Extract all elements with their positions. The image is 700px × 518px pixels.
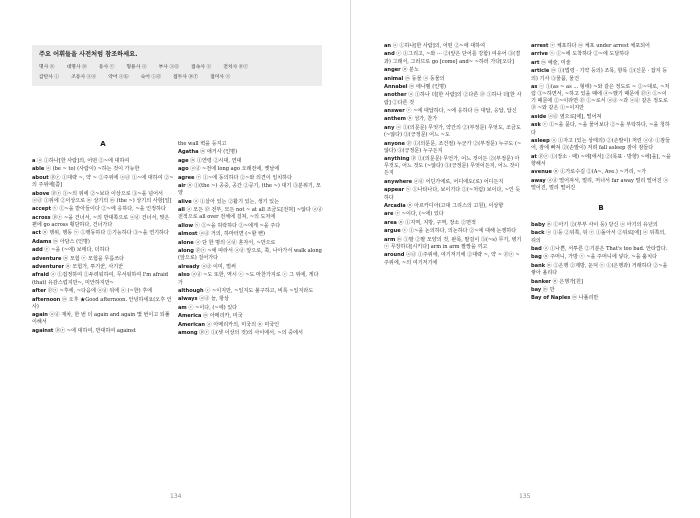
headword: Annabel bbox=[384, 83, 408, 90]
dictionary-entry bbox=[384, 211, 524, 218]
dictionary-entry bbox=[531, 279, 671, 286]
definition: ⓥ ①~에 동의하다 ②~와 의견이 일치하다 bbox=[196, 174, 293, 181]
dictionary-entry bbox=[531, 43, 671, 50]
dictionary-entry bbox=[531, 60, 671, 67]
headword: any bbox=[384, 124, 395, 131]
headword: appear bbox=[384, 187, 405, 194]
dictionary-entry bbox=[32, 256, 174, 263]
dictionary-entry bbox=[178, 322, 323, 329]
dictionary-entry bbox=[32, 328, 174, 335]
dictionary-entry bbox=[384, 108, 524, 115]
definition: ⓟⓡ ~에 따라서 ⓐⓓ 앞으로, 쭉, 나아가서 walk along (앞으로) 걸어가다 bbox=[178, 248, 322, 262]
dictionary-entry bbox=[178, 313, 323, 320]
headword: anywhere bbox=[384, 178, 413, 185]
dictionary-entry bbox=[531, 246, 671, 253]
dictionary-entry bbox=[178, 248, 323, 262]
headword: anthem bbox=[384, 116, 406, 123]
legend-item: 접속사 ⓒ bbox=[191, 65, 212, 70]
definition: ⓝ ①연령 ②시대, 연대 bbox=[190, 157, 242, 164]
dictionary-entry bbox=[384, 141, 524, 155]
headword: against bbox=[32, 327, 54, 334]
dictionary-entry bbox=[384, 84, 524, 91]
definition: ⓝ 애나벨 (인명) bbox=[409, 83, 447, 90]
dictionary-entry bbox=[384, 76, 524, 83]
definition: the wall 벽을 등지고 bbox=[178, 141, 227, 147]
legend-item: 명사 ⓝ bbox=[39, 65, 55, 70]
headword: along bbox=[178, 248, 194, 255]
section-letter: B bbox=[598, 203, 604, 212]
definition: ⓐ (be ~ to) (사람이) ~하는 것이 가능한 bbox=[45, 166, 140, 173]
legend-item: 약어 ⓐⓑ bbox=[108, 75, 129, 80]
headword: allow bbox=[178, 222, 194, 229]
dictionary-column-3 bbox=[384, 43, 524, 268]
headword: afternoon bbox=[32, 296, 61, 303]
definition: ⓥ ①~을 논의하다, 의논하다 ②~에 대해 논쟁하다 bbox=[402, 228, 517, 235]
legend-box bbox=[32, 45, 322, 86]
definition: ⓝ 성가, 찬가 bbox=[407, 116, 438, 123]
headword: Agatha bbox=[178, 149, 199, 156]
dictionary-entry bbox=[384, 156, 524, 177]
definition: ⓝ 오후 ★Good afternoon. 안녕하세요(오후 인사) bbox=[32, 296, 172, 310]
dictionary-entry bbox=[178, 223, 323, 230]
definition: ⓟⓡ ①대략 ~, 약 ~ ②주위에 ⓐⓓ ①~에 대하여 ②~의 주위에[쯤] bbox=[32, 174, 174, 189]
page-number-right: 135 bbox=[519, 493, 531, 500]
headword: arm bbox=[384, 236, 396, 243]
legend-item: 접두사 ⓟⓕ bbox=[173, 75, 199, 80]
headword: America bbox=[178, 313, 202, 320]
definition: ⓝ 예술, 미술 bbox=[541, 59, 571, 66]
definition: ⓥ ①~을 허락하다 ②~에게 ~을 주다 bbox=[194, 222, 281, 229]
headword: aside bbox=[531, 113, 547, 120]
headword: adventurer bbox=[32, 264, 65, 270]
dictionary-entry bbox=[384, 51, 524, 65]
definition: ⓒ ~이지만, ~일지도 불구하고, 비록 ~일지라도 bbox=[205, 287, 314, 294]
headword: animal bbox=[384, 75, 404, 82]
headword: ask bbox=[531, 122, 541, 129]
definition: ⓝ 주머니, 가방 ⓥ ~을 주머니에 넣다, ~을 훔치다 bbox=[543, 254, 658, 261]
dictionary-entry bbox=[32, 166, 174, 173]
definition: ⓝ ①(법령 · 기약 등의) 조목, 항목 ②(신문 · 잡지 등의) 기사 ③물품, 물건 bbox=[531, 68, 668, 82]
headword: area bbox=[384, 219, 397, 226]
dictionary-entry bbox=[32, 264, 174, 271]
headword: answer bbox=[384, 108, 405, 115]
dictionary-entry bbox=[32, 247, 174, 254]
dictionary-entry bbox=[384, 116, 524, 123]
definition: ⓒ ①그리고, ~와 ··· ②(앞은 단어를 강함) 여유어 ③(결과) 그래서, 그러므로 go [come] and~ ~하러 가다[오다] bbox=[384, 51, 521, 65]
definition: ⓐ 아메리카의, 미국의 ⓝ 미국인 bbox=[206, 321, 280, 328]
dictionary-entry bbox=[32, 312, 174, 326]
headword: already bbox=[178, 263, 200, 270]
definition: ⓟⓡ ~에 대하여, 반대하여 against bbox=[55, 327, 136, 334]
legend-title: 주요 어휘들을 사전처럼 참조하세요. bbox=[39, 51, 138, 58]
headword: am bbox=[178, 304, 187, 311]
definition: ⓝ ①아기 ②(부부 사이 등) 당신 ⓐ 아기의 유년의 bbox=[546, 221, 658, 228]
definition: ⓟⓡ ①~의 위에 ②~보다 이상으로 ③~을 넘어서 ⓐⓓ ①위에 ②이상으로 ⓝ 상기의 ⓝ (the ~) 상기의 사항[일] bbox=[32, 190, 172, 204]
headword: although bbox=[178, 287, 204, 294]
definition: ⓐⓓ 옆으로[에], 떨어져 bbox=[547, 113, 602, 120]
definition: ⓝ ①(the ~) 공중, 공간 ②공기, (the ~) 대기 ③분위기, 모양 bbox=[178, 183, 321, 197]
definition: ⓝ 은행가[원] bbox=[552, 278, 583, 285]
headword: after bbox=[32, 288, 47, 295]
headword: bag bbox=[531, 254, 542, 261]
dictionary-entry bbox=[531, 154, 671, 168]
dictionary-entry bbox=[384, 187, 524, 201]
dictionary-entry bbox=[178, 264, 323, 271]
definition: ⓟⓡ ①(셋 이상의 것)의 사이에서, ~의 중에서 bbox=[199, 330, 303, 337]
dictionary-entry bbox=[178, 183, 323, 197]
legend-item: 동사 ⓥ bbox=[98, 65, 115, 70]
headword: about bbox=[32, 174, 49, 181]
dictionary-entry bbox=[178, 288, 323, 295]
headword: baby bbox=[531, 221, 546, 228]
dictionary-entry bbox=[178, 240, 323, 247]
definition: ⓝ ①지역, 지방, 구역, 장소 ②면적 bbox=[398, 219, 476, 226]
headword: at bbox=[531, 153, 537, 160]
headword: arrest bbox=[531, 43, 549, 49]
dictionary-column-4 bbox=[531, 43, 671, 304]
dictionary-entry bbox=[531, 51, 671, 58]
dictionary-entry bbox=[531, 230, 671, 244]
headword: afraid bbox=[32, 272, 49, 279]
dictionary-entry bbox=[531, 263, 671, 277]
headword: around bbox=[384, 252, 405, 259]
headword: alone bbox=[178, 239, 194, 246]
definition: ⓐⓓ 어딘가에로, 어디에도(로) 어디든지 bbox=[413, 178, 504, 185]
dictionary-entry bbox=[384, 67, 524, 74]
right-page bbox=[350, 0, 700, 518]
headword: arrive bbox=[531, 51, 548, 58]
headword: all bbox=[178, 207, 185, 214]
definition: ⓐ ①살아 있는 ②활기 있는, 생기 있는 bbox=[193, 198, 280, 205]
definition: ⓥ ~에 대답하다, ~에 응하다 ⓝ 대답, 응답, 답신 bbox=[406, 108, 517, 115]
headword: anger bbox=[384, 67, 401, 74]
dictionary-entry bbox=[384, 179, 524, 186]
dictionary-column-2 bbox=[178, 141, 323, 339]
headword: bank bbox=[531, 262, 546, 269]
headword: anyone bbox=[384, 140, 405, 147]
definition: ⓟ ①(의문문, 조건절) 누군가 ②(부정문) 누구도 (~않다) ③(긍정문) 누구든지 bbox=[384, 140, 522, 154]
dictionary-entry bbox=[32, 191, 174, 205]
dictionary-entry bbox=[531, 254, 671, 261]
definition: ⓥ ①~을 받아들이다 ②~에 응하다, ~을 인정하다 bbox=[52, 206, 166, 213]
definition: ⓐⓓ ~전에 long ago 오래전에, 옛날에 bbox=[190, 166, 280, 173]
headword: banker bbox=[531, 278, 551, 285]
dictionary-entry bbox=[32, 175, 174, 189]
dictionary-entry bbox=[384, 203, 524, 210]
definition: ⓐⓓ 떨어져서, 멀리, 저너서 far away 멀리 떨어진 ⓐ 떨어진, 멀리 떨어진 bbox=[531, 177, 669, 191]
definition: ⓝ 모험가, 투기꾼, 사기꾼 bbox=[65, 264, 124, 270]
definition: ⓐ 단 한 명의 ⓐⓓ 혼자서, ~만으로 bbox=[195, 239, 276, 246]
headword: also bbox=[178, 272, 190, 279]
headword: as bbox=[531, 83, 538, 90]
headword: act bbox=[32, 230, 41, 237]
headword: away bbox=[531, 177, 546, 184]
definition: ⓐ ①(의문문) 무엇가, 약간의 ②(부정문) 무엇도, 조금도 (~않다) ③(긍정문) 어느 ~도 bbox=[384, 124, 521, 139]
headword: add bbox=[32, 247, 43, 254]
headword: always bbox=[178, 296, 198, 303]
legend-item: 형용사 ⓐ bbox=[126, 65, 147, 70]
definition: ⓐⓓ ①주위에, 여기저기에 ②대략 ~, 약 ~ ⓟⓡ ~주위에, ~의 여기저기에 bbox=[384, 252, 520, 266]
definition: ⓐⓓ 거의, 하마터면 (~할 뻔) bbox=[199, 231, 265, 238]
legend-item: 조동사 ⓐⓤ bbox=[71, 75, 97, 80]
dictionary-entry bbox=[178, 305, 323, 312]
headword: anything bbox=[384, 156, 410, 163]
dictionary-entry bbox=[178, 272, 323, 286]
headword: bay bbox=[531, 286, 542, 293]
headword: and bbox=[384, 51, 395, 58]
dictionary-entry bbox=[32, 230, 174, 237]
dictionary-entry bbox=[32, 297, 174, 311]
definition: ⓝ 아르카디아(고대 그리스의 고원), 이상향 bbox=[407, 202, 504, 209]
headword: back bbox=[531, 230, 545, 237]
definition: ⓐ ①하나[한 사람]의, 어떤 ②~에 대하여 bbox=[392, 43, 485, 49]
dictionary-entry bbox=[178, 199, 323, 206]
definition: ⓐⓓ 늘, 항상 bbox=[199, 296, 229, 303]
definition: ⓝ ①가로수길 ②(A~, Ave.) ~거리, ~가 bbox=[553, 169, 647, 176]
definition: ⓝ 만 bbox=[542, 286, 555, 293]
headword: a bbox=[32, 158, 36, 164]
headword: able bbox=[32, 166, 45, 173]
legend-item: 감탄사 ⓘ bbox=[39, 75, 60, 80]
headword: accept bbox=[32, 206, 52, 213]
definition: ⓝ 동물 ⓐ 동물의 bbox=[404, 75, 445, 82]
headword: art bbox=[531, 59, 540, 66]
definition: ⓐⓓ 이미, 벌써 bbox=[201, 263, 236, 270]
dictionary-entry bbox=[32, 272, 174, 286]
dictionary-entry bbox=[32, 206, 174, 213]
definition: ⓐ ①자고 (있는 상태의) ②(손발이) 저린 ⓐⓓ ①잠들어, 잠에 빠져 ②(손발이) 저려 fall asleep 잠이 잠들다 bbox=[531, 137, 671, 152]
dictionary-entry bbox=[384, 43, 524, 50]
definition: ⓐⓓ ~도 또한, 역시 ⓒ ~도 마찬가지로 ⓒ 그 위에, 게다가 bbox=[178, 272, 319, 286]
dictionary-entry bbox=[384, 252, 524, 266]
headword: air bbox=[178, 183, 186, 190]
dictionary-entry bbox=[32, 158, 174, 165]
headword: agree bbox=[178, 174, 195, 181]
legend-row bbox=[39, 73, 315, 80]
legend-item: 접미사 ⓢ bbox=[210, 75, 231, 80]
headword: alive bbox=[178, 198, 192, 205]
section-letter: A bbox=[100, 140, 106, 148]
headword: ago bbox=[178, 166, 189, 173]
headword: Adams bbox=[32, 238, 52, 245]
definition: ⓥ ~이다, (~에) 있다 bbox=[188, 304, 238, 311]
dictionary-entry bbox=[531, 295, 671, 302]
definition: ⓟ ①(의문문) 무언가, 어느 것이든 ②(부정문) 아무것도, 어느 것도 (~않다) ③(긍정문) 무엇이든지, 어느 것이든지 bbox=[384, 156, 520, 177]
definition: ⓥ ①~에 도착하다 ②~에 도달하다 bbox=[549, 51, 630, 58]
legend-item: 숙어 ⓘⓓ bbox=[140, 75, 162, 80]
definition: ⓝ 애거사 (인명) bbox=[200, 149, 238, 156]
legend-item: 부사 ⓐⓓ bbox=[158, 65, 180, 70]
definition: ⓟⓡ ①(장소 · 때) ~에[에서] ②(목표 · 방향) ~에[을], ~을 향해서 bbox=[531, 153, 671, 167]
headword: above bbox=[32, 190, 50, 197]
dictionary-entry bbox=[384, 92, 524, 106]
definition: ⓝ ①팔 ②팔 모양의 것, 완목, 팔걸이 ③(~s) 무기, 병기 ⓥ 무장하다[시키다] arm in arm 팔짱을 끼고 bbox=[384, 236, 522, 250]
headword: argue bbox=[384, 228, 401, 235]
dictionary-entry bbox=[178, 175, 323, 182]
headword: article bbox=[531, 68, 550, 75]
headword: adventure bbox=[32, 255, 62, 262]
dictionary-entry bbox=[178, 207, 323, 221]
legend-item: 대명사 ⓟ bbox=[66, 65, 87, 70]
definition: ⓝ 분노 bbox=[402, 67, 419, 74]
headword: Arcadia bbox=[384, 202, 406, 209]
dictionary-entry bbox=[32, 239, 174, 246]
headword: an bbox=[384, 43, 392, 49]
dictionary-entry bbox=[531, 222, 671, 229]
headword: Bay of Naples bbox=[531, 295, 571, 302]
headword: another bbox=[384, 92, 407, 99]
dictionary-entry bbox=[531, 178, 671, 192]
definition: ⓝ 모험 ⓥ 모험을 무릅쓰다 bbox=[63, 255, 125, 262]
dictionary-entry bbox=[178, 296, 323, 303]
dictionary-entry bbox=[531, 68, 671, 82]
legend-row bbox=[39, 63, 315, 70]
definition: ⓐ ①겁정하여 ②두려워하여, 무서워하여 I'm afraid (that) 유감스럽지만~, 미안하지만~ bbox=[32, 272, 169, 286]
definition: ⓐ ①하나 더[한 사람]의 ②다른 ⓟ ①하나 더[한 사람] ②다른 것 bbox=[384, 92, 522, 106]
definition: ⓐ ①나쁜, 서투른 ②기분은 That's too bad. 안타깝다. bbox=[543, 246, 668, 252]
dictionary-entry bbox=[531, 287, 671, 294]
headword: among bbox=[178, 330, 198, 337]
dictionary-entry bbox=[178, 149, 323, 156]
dictionary-entry bbox=[178, 231, 323, 238]
headword: avenue bbox=[531, 169, 552, 176]
dictionary-entry bbox=[32, 215, 174, 229]
dictionary-entry bbox=[32, 288, 174, 295]
dictionary-entry bbox=[384, 220, 524, 227]
definition: ⓝ 아메리카, 미국 bbox=[203, 313, 243, 320]
dictionary-entry bbox=[531, 114, 671, 121]
definition: ⓐ ①등 ②뒤쪽, 뒤 ⓥ ①돌아서 ②뒤로[에] ⓐ 뒤쪽의, 뒤의 bbox=[531, 230, 666, 244]
dictionary-entry bbox=[384, 228, 524, 235]
definition: ⓥ 체포하다 ⓝ 체포 under arrest 체포되어 bbox=[550, 43, 650, 49]
dictionary-entry bbox=[178, 166, 323, 173]
headword: across bbox=[32, 214, 51, 221]
dictionary-entry bbox=[531, 122, 671, 136]
headword: bad bbox=[531, 246, 542, 252]
definition: ⓝ 나폴리만 bbox=[571, 295, 599, 302]
dictionary-entry bbox=[178, 330, 323, 337]
definition: ⓥ ~이다, (~에) 있다 bbox=[395, 211, 444, 218]
headword: American bbox=[178, 321, 206, 328]
definition: ⓐ 모든 ⓟ 전부, 모든 not ~ at all 조금도[전혀] ~않다 ⓐⓓ 전적으로 all over 전체에 걸쳐, ~의 도처에 bbox=[178, 207, 323, 221]
dictionary-entry bbox=[384, 125, 524, 139]
headword: almost bbox=[178, 231, 198, 238]
headword: asleep bbox=[531, 137, 550, 144]
headword: are bbox=[384, 211, 394, 218]
definition: ⓐ ①하나[한 사람]의, 어떤 ②~에 대하여 bbox=[37, 158, 130, 164]
headword: again bbox=[32, 312, 48, 319]
definition: ⓥ ①~을 묻다, ~을 물어보다 ②~을 부탁하다, ~을 청하다 bbox=[531, 122, 670, 136]
definition: ⓟⓡ ~을 건너서, ~의 반대쪽으로 ⓐⓓ 건너서, 맞은편에 go across 횡단하다, 건너가다 bbox=[32, 214, 170, 228]
definition: ⓝ 행위, 행동 ⓥ ①행동하다 ②기능하다 ③~을 연기하다 bbox=[42, 230, 169, 237]
definition: ⓟⓡ ~후에, ~다음에 ⓐⓓ 뒤에 ⓐ (~한) 후에 bbox=[47, 288, 153, 295]
dictionary-entry bbox=[384, 237, 524, 251]
dictionary-entry bbox=[178, 141, 323, 148]
definition: ⓥ ~을 (~에) 보태다, 더하다 bbox=[44, 247, 110, 254]
definition: ⓐⓓ 재차, 한 번 더 again and again 몇 번이고 되풀이해서 bbox=[32, 312, 170, 326]
dictionary-entry bbox=[531, 84, 671, 113]
legend-item: 전치사 ⓟⓡ bbox=[223, 65, 249, 70]
dictionary-entry bbox=[178, 158, 323, 165]
dictionary-entry bbox=[531, 169, 671, 176]
definition: ⓝ ①은행 ②제방, 둔덕 ⓥ ①(은행과) 거래하다 ②~을 쌓아 올리다 bbox=[531, 262, 668, 277]
headword: age bbox=[178, 157, 189, 164]
dictionary-column-1 bbox=[32, 140, 174, 336]
definition: ⓒ ①(as ~ as ... 형태) ~와 같은 정도로 ~ ②~대로, ~처럼 ③~하면서, ~하고 있을 때에 ④~했기 때문에 ⓟⓡ ①~이기 때문에 ②~이라면 ⓟ ①~로서 ⓐⓓ ~과 ⓐⓓ 같은 정도로 ⓟ ~와 같은 ①~이지만 bbox=[531, 83, 670, 112]
dictionary-entry bbox=[531, 138, 671, 152]
definition: ⓥ ①나타나다, 보이기다 ②(~처럼) 보이다, ~인 듯하다 bbox=[384, 187, 521, 201]
definition: ⓝ 아담스 (인명) bbox=[53, 238, 90, 245]
page-number-left: 134 bbox=[170, 493, 182, 500]
